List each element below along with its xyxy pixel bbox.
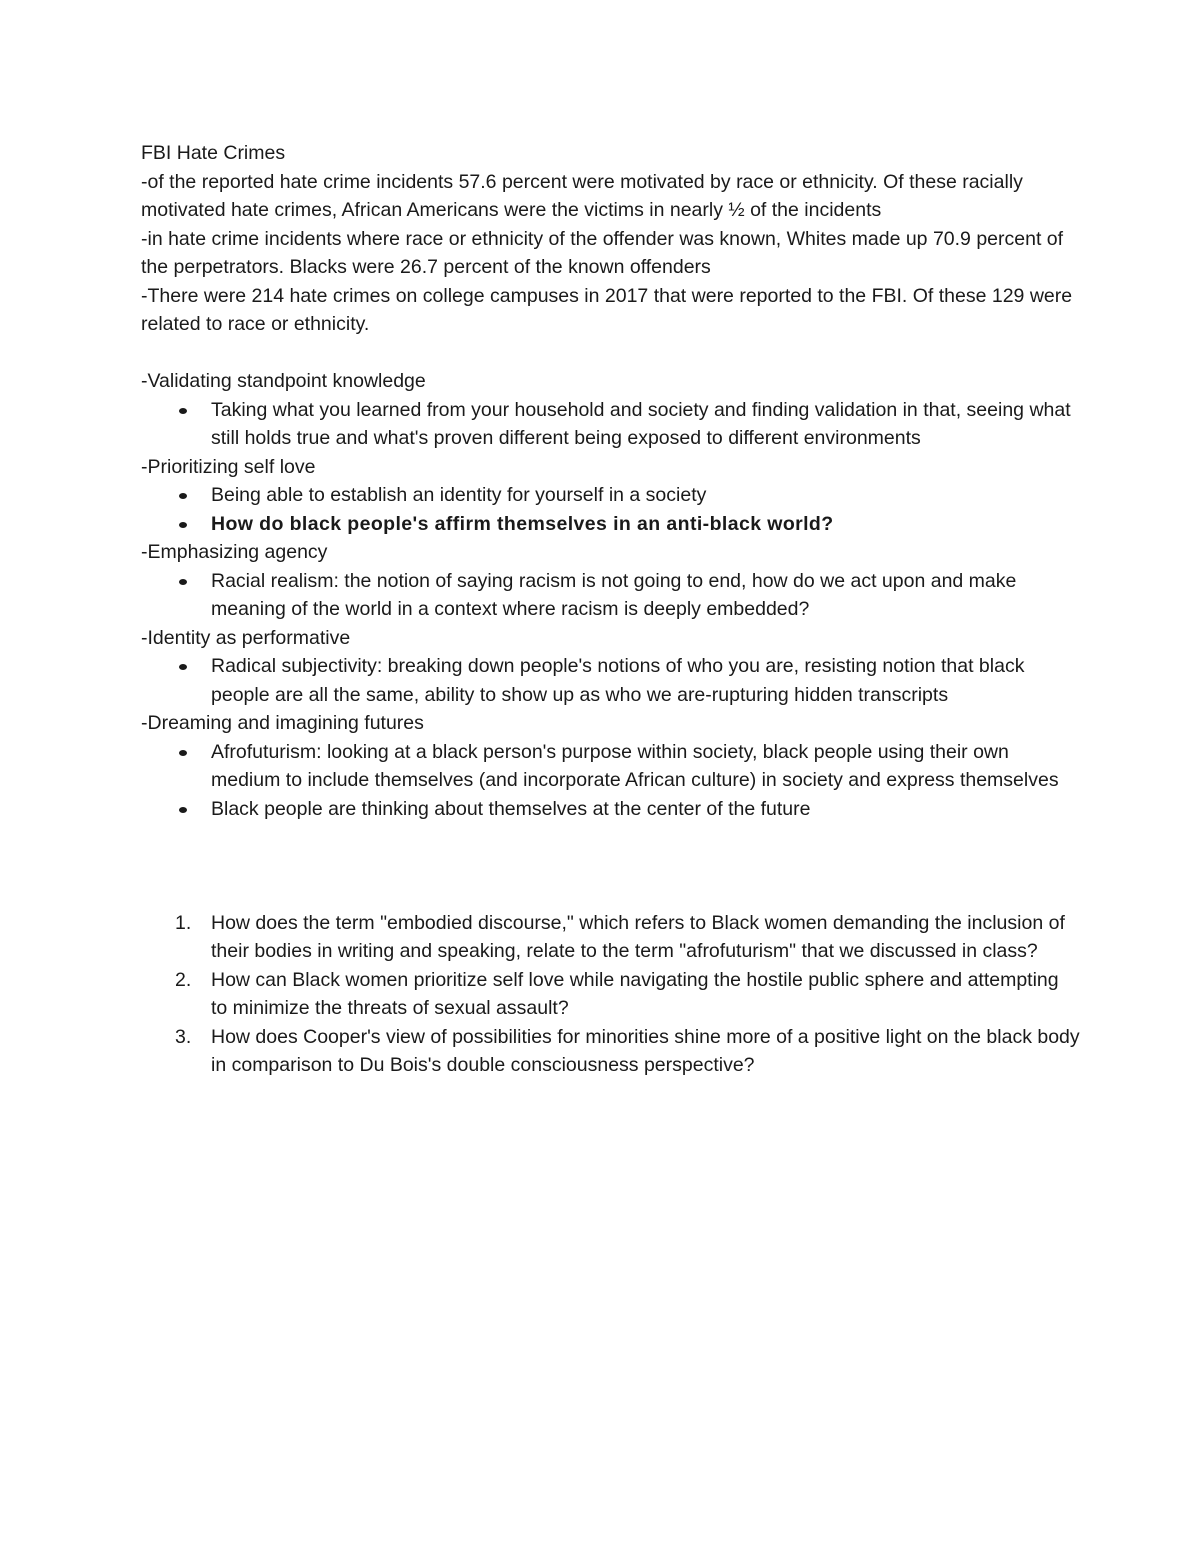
bullet-dot-icon <box>179 493 187 499</box>
document-title: FBI Hate Crimes <box>141 142 286 164</box>
bullet-item: Racial realism: the notion of saying racism is not going to end, how do we act upon and make meaning of the world in a context where racism is deeply embedded? <box>141 567 1080 624</box>
section-heading-dreaming-futures: -Dreaming and imagining futures <box>141 712 424 734</box>
bullet-dot-icon <box>179 664 187 670</box>
bullet-item: Black people are thinking about themselves at the center of the future <box>141 795 1080 824</box>
bullet-dot-icon <box>179 750 187 756</box>
section-heading-validating-standpoint: -Validating standpoint knowledge <box>141 370 426 392</box>
question-item <box>141 1023 1080 1080</box>
blank-lines <box>141 823 1080 909</box>
bullet-item-bold-question: How do black people's affirm themselves in an anti-black world? <box>141 510 1080 539</box>
blank-line <box>141 339 1080 368</box>
bullet-item: Being able to establish an identity for yourself in a society <box>141 481 1080 510</box>
question-number: 1. <box>175 911 192 934</box>
section-heading-identity-performative: -Identity as performative <box>141 626 351 649</box>
bullet-dot-icon <box>179 408 187 414</box>
bullet-list-dreaming-futures <box>141 738 1080 824</box>
question-number: 3. <box>175 1025 192 1048</box>
question-text: How does Cooper's view of possibilities for minorities shine more of a positive light on the black body in comparison to Du Bois's double consciousness perspective? <box>211 1025 1080 1076</box>
intro-paragraph-offender-statistics: -in hate crime incidents where race or ethnicity of the offender was known, Whites made up 70.9 percent of the perpetrators. Blacks were 26.7 percent of the known offenders <box>141 227 1064 278</box>
intro-paragraph-campus-statistics: -There were 214 hate crimes on college campuses in 2017 that were reported to the FBI. Of these 129 were related to race or ethnicity. <box>141 284 1073 335</box>
question-text: How does the term "embodied discourse," which refers to Black women demanding the inclusion of their bodies in writing and speaking, relate to the term "afrofuturism" that we discussed in class? <box>211 911 1065 962</box>
discussion-questions-list <box>141 909 1080 1080</box>
bullet-item: Taking what you learned from your household and society and finding validation in that, seeing what still holds true and what's proven different being exposed to different environments <box>141 396 1080 453</box>
bullet-dot-icon <box>179 522 187 528</box>
section-heading-agency: -Emphasizing agency <box>141 541 328 563</box>
bullet-dot-icon <box>179 807 187 813</box>
bullet-list-identity-performative <box>141 652 1080 709</box>
question-number: 2. <box>175 968 192 991</box>
bullet-list-self-love <box>141 481 1080 538</box>
bullet-dot-icon <box>179 579 187 585</box>
question-item <box>141 966 1080 1023</box>
intro-paragraph-race-statistics: -of the reported hate crime incidents 57.6 percent were motivated by race or ethnicity. Of these racially motivated hate crimes, African Americans were the victims in nearly ½ of the incidents <box>141 170 1023 221</box>
question-text: How can Black women prioritize self love while navigating the hostile public sphere and attempting to minimize the threats of sexual assault? <box>211 968 1059 1019</box>
bullet-item: Afrofuturism: looking at a black person's purpose within society, black people using their own medium to include themselves (and incorporate African culture) in society and express themselves <box>141 738 1080 795</box>
section-heading-self-love: -Prioritizing self love <box>141 455 316 478</box>
bullet-list-agency <box>141 567 1080 624</box>
question-item <box>141 909 1080 966</box>
bullet-list-validating-standpoint <box>141 396 1080 453</box>
bullet-item: Radical subjectivity: breaking down people's notions of who you are, resisting notion that black people are all the same, ability to show up as who we are-rupturing hidden transcripts <box>141 652 1080 709</box>
